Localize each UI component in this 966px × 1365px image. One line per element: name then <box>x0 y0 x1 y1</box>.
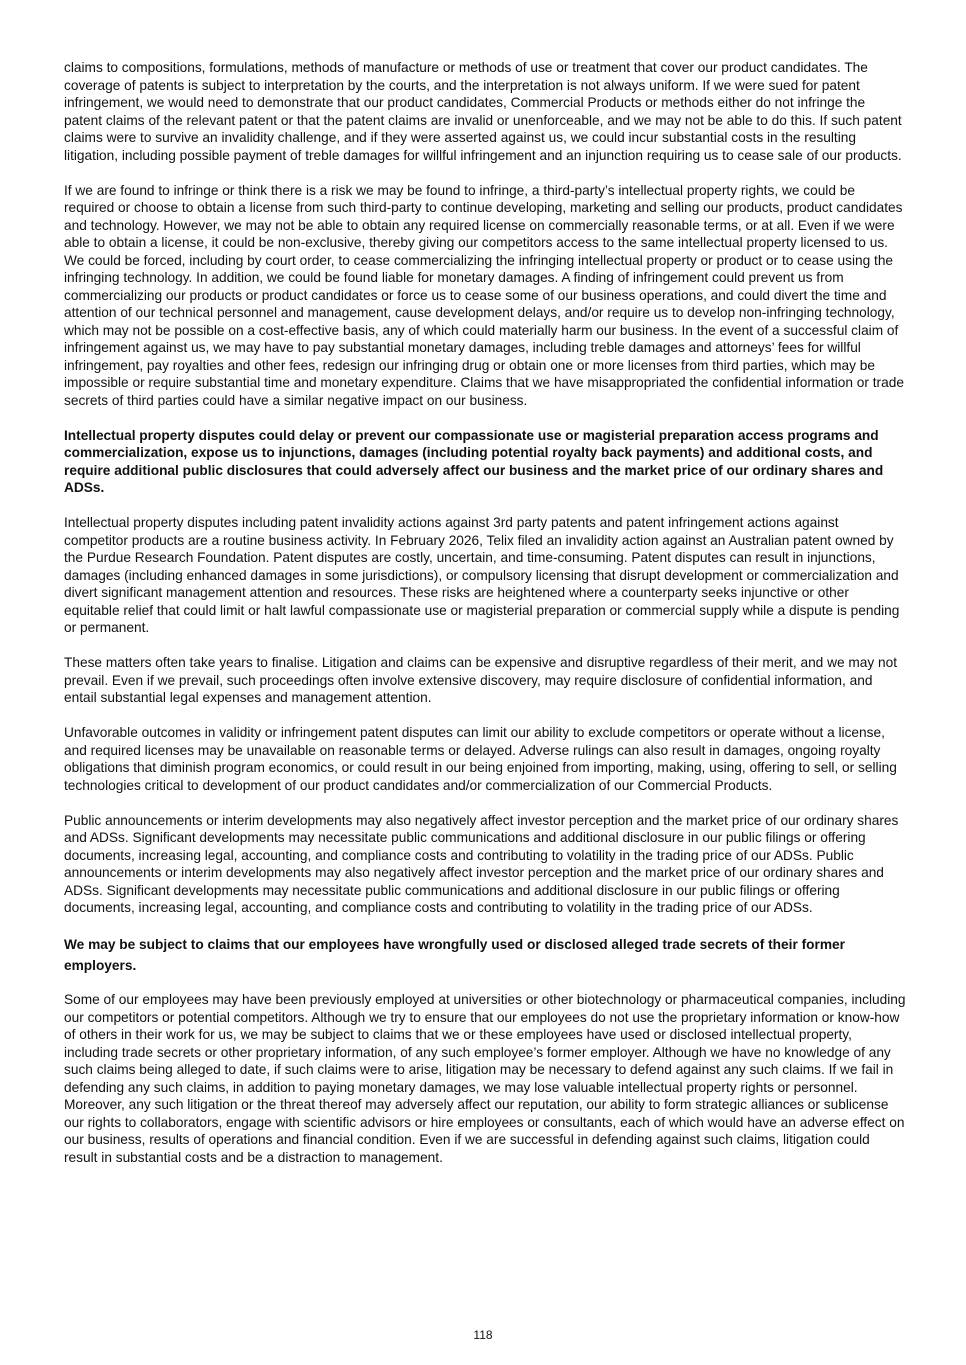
heading-ip-disputes: Intellectual property disputes could delay or prevent our compassionate use or magisterial preparation access programs and commercialization, expose us to injunctions, damages (including potential royalty back payments) and additional costs, and require additional public disclosures that could adversely affect our business and the market price of our ordinary shares and ADSs. <box>64 427 884 495</box>
paragraph-unfavorable-outcomes: Unfavorable outcomes in validity or infringement patent disputes can limit our ability to exclude competitors or operate without a license, and required licenses may be unavailable on reasonable terms or delayed. Adverse rulings can also result in damages, ongoing royalty obligations that diminish program economics, or could result in our being enjoined from importing, making, using, offering to sell, or selling technologies critical to development of our product candidates and/or commercialization of our Commercial Products. <box>64 725 897 793</box>
paragraph-former-employers: Some of our employees may have been previously employed at universities or other biotechnology or pharmaceutical companies, including our competitors or potential competitors. Although we try to ensure that our employees do not use the proprietary information or know-how of others in their work for us, we may be subject to claims that we or these employees have used or disclosed intellectual property, including trade secrets or other proprietary information, of any such employee’s former employer. Although we have no knowledge of any such claims being alleged to date, if such claims were to arise, litigation may be necessary to defend against any such claims. If we fail in defending any such claims, in addition to paying monetary damages, we may lose valuable intellectual property rights or personnel. Moreover, any such litigation or the threat thereof may adversely affect our reputation, our ability to form strategic alliances or sublicense our rights to collaborators, engage with scientific advisors or hire employees or consultants, each of which would have an adverse effect on our business, results of operations and financial condition. Even if we are successful in defending against such claims, litigation could result in substantial costs and be a distraction to management. <box>64 992 906 1165</box>
heading-employee-trade-secrets: We may be subject to claims that our employees have wrongfully used or disclosed alleged trade secrets of their former employers. <box>64 937 845 973</box>
paragraph-ip-disputes-routine: Intellectual property disputes including patent invalidity actions against 3rd party patents and patent infringement actions against competitor products are a routine business activity. In February 2026, Telix filed an invalidity action against an Australian patent owned by the Purdue Research Foundation. Patent disputes are costly, uncertain, and time-consuming. Patent disputes can result in injunctions, damages (including enhanced damages in some jurisdictions), or compulsory licensing that disrupt development or commercialization and divert significant management attention and resources. These risks are heightened where a counterparty seeks injunctive or other equitable relief that could limit or halt lawful compassionate use or magisterial preparation or commercial supply while a dispute is pending or permanent. <box>64 515 900 635</box>
paragraph-patent-claims-coverage: claims to compositions, formulations, methods of manufacture or methods of use or treatment that cover our product candidates. The coverage of patents is subject to interpretation by the courts, and the interpretation is not always uniform. If we were sued for patent infringement, we would need to demonstrate that our product candidates, Commercial Products or methods either do not infringe the patent claims of the relevant patent or that the patent claims are invalid or unenforceable, and we may not be able to do this. If such patent claims were to survive an invalidity challenge, and if they were asserted against us, we could incur substantial costs in the resulting litigation, including possible payment of treble damages for willful infringement and an injunction requiring us to cease sale of our products. <box>64 60 902 163</box>
page-number: 118 <box>473 1328 493 1342</box>
paragraph-third-party-license: If we are found to infringe or think there is a risk we may be found to infringe, a third-party’s intellectual property rights, we could be required or choose to obtain a license from such third-party to continue developing, marketing and selling our products, product candidates and technology. However, we may not be able to obtain any required license on commercially reasonable terms, or at all. Even if we were able to obtain a license, it could be non-exclusive, thereby giving our competitors access to the same intellectual property licensed to us. We could be forced, including by court order, to cease commercializing the infringing intellectual property or product or to cease using the infringing technology. In addition, we could be found liable for monetary damages. A finding of infringement could prevent us from commercializing our products or product candidates or force us to cease some of our business operations, and could divert the time and attention of our technical personnel and management, cause development delays, and/or require us to develop non-infringing technology, which may not be possible on a cost-effective basis, any of which could materially harm our business. In the event of a successful claim of infringement against us, we may have to pay substantial monetary damages, including treble damages and attorneys’ fees for willful infringement, pay royalties and other fees, redesign our infringing drug or obtain one or more licenses from third parties, which may be impossible or require substantial time and monetary expenditure. Claims that we have misappropriated the confidential information or trade secrets of third parties could have a similar negative impact on our business. <box>64 182 904 408</box>
document-body <box>64 59 906 1184</box>
paragraph-litigation-duration: These matters often take years to finalise. Litigation and claims can be expensive and disruptive regardless of their merit, and we may not prevail. Even if we prevail, such proceedings often involve extensive discovery, may require disclosure of confidential information, and entail substantial legal expenses and management attention. <box>64 655 898 705</box>
paragraph-public-announcements: Public announcements or interim developments may also negatively affect investor perception and the market price of our ordinary shares and ADSs. Significant developments may necessitate public communications and additional disclosure in our public filings or offering documents, increasing legal, accounting, and compliance costs and contributing to volatility in the trading price of our ADSs. Public announcements or interim developments may also negatively affect investor perception and the market price of our ordinary shares and ADSs. Significant developments may necessitate public communications and additional disclosure in our public filings or offering documents, increasing legal, accounting, and compliance costs and contributing to volatility in the trading price of our ADSs. <box>64 812 899 915</box>
